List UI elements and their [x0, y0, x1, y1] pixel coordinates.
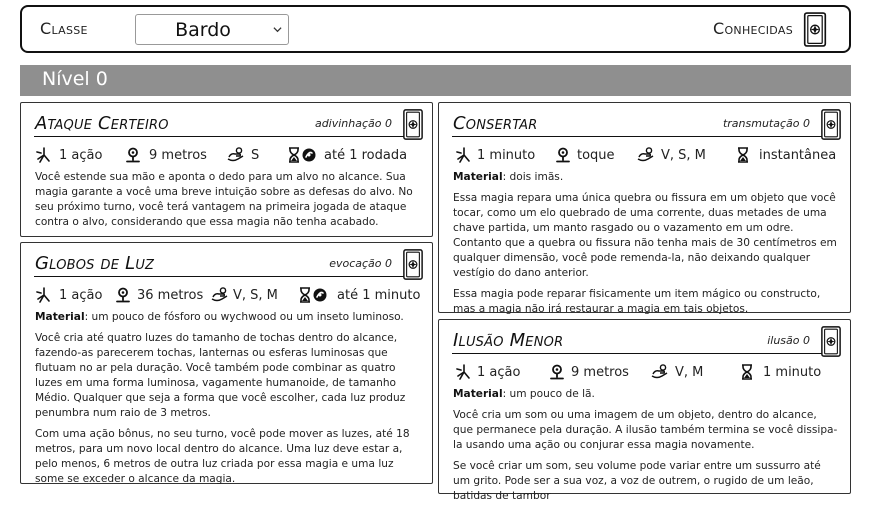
- casting-time-icon: [35, 287, 51, 303]
- hourglass-icon: [288, 147, 300, 163]
- spell-name: Consertar: [453, 113, 538, 134]
- hourglass-icon: [299, 287, 311, 303]
- description-paragraph: Com uma ação bônus, no seu turno, você pode mover as luzes, até 18 metros, para um novo local dentro do alcance. Uma luz deve estar a, pelo menos, 6 metros de outra luz criada por essa magia e uma luz some se exceder o alcance da magia.: [35, 428, 410, 485]
- title-divider: [34, 276, 419, 277]
- casting-time-icon: [455, 147, 471, 163]
- level-header: [20, 65, 851, 96]
- description-paragraph: Se você criar um som, seu volume pode variar entre um sussurro até um grito. Pode ser a sua voz, a voz de outrem, o rugido de um leão, batidas de tambor: [453, 460, 821, 502]
- spell-card: [438, 102, 851, 313]
- spell-description: [453, 387, 838, 510]
- spell-name: Ilusão Menor: [453, 330, 564, 351]
- spell-stats: 1 ação 36 metros V, S, M até 1 minuto: [35, 286, 422, 306]
- add-spell-book-icon[interactable]: [402, 109, 424, 140]
- spell-name: Ataque Certeiro: [35, 113, 169, 134]
- range-icon: [549, 364, 565, 380]
- material-text: : um pouco de lã.: [502, 388, 595, 400]
- title-divider: [452, 353, 837, 354]
- description-paragraph: Você cria um som ou uma imagem de um objeto, dentro do alcance, que permanece pela duração. A ilusão também termina se você dissipa-la usando uma ação ou conjurar essa magia novamente.: [453, 409, 838, 451]
- range-icon: [125, 147, 141, 163]
- material-text: : dois imãs.: [502, 171, 564, 183]
- spell-school: evocação 0: [329, 257, 392, 270]
- components-icon: [651, 364, 669, 380]
- spell-stats: 1 minuto toque V, S, M instantânea: [453, 146, 840, 166]
- title-divider: [452, 136, 837, 137]
- material-label: Material: [453, 388, 503, 400]
- material-line: [453, 387, 838, 402]
- spell-card: [20, 102, 433, 237]
- spell-school: transmutação 0: [722, 117, 810, 130]
- hourglass-icon: [737, 147, 749, 163]
- spell-description: [453, 170, 838, 323]
- hourglass-icon: [741, 364, 753, 380]
- material-line: [35, 310, 420, 325]
- class-select[interactable]: [135, 14, 289, 45]
- casting-time-icon: [35, 147, 51, 163]
- title-divider: [34, 136, 419, 137]
- description-paragraph: Você estende sua mão e aponta o dedo para um alvo no alcance. Sua magia garante a você uma breve intuição sobre as defesas do alvo. No seu próximo turno, você terá vantagem na primeira jogada de ataque contra o alvo, considerando que essa magia não tenha acabado.: [35, 171, 413, 228]
- concentration-icon: [312, 287, 328, 303]
- spell-stats: 1 ação 9 metros V, M 1 minuto: [453, 363, 840, 383]
- range-icon: [555, 147, 571, 163]
- add-spell-book-icon[interactable]: [402, 249, 424, 280]
- description-paragraph: Essa magia pode reparar fisicamente um item mágico ou constructo, mas a magia não irá restaurar a magia em tais objetos.: [453, 288, 821, 315]
- spell-card: [20, 242, 433, 484]
- material-text: : um pouco de fósforo ou wychwood ou um inseto luminoso.: [84, 311, 404, 323]
- casting-time-icon: [455, 364, 471, 380]
- description-paragraph: Você cria até quatro luzes do tamanho de tochas dentro do alcance, fazendo-as parecerem tochas, lanternas ou esferas luminosas que flutuam no ar pela duração. Você também pode combinar as quatro luzes em uma forma luminosa, vagamente humanoide, de tamanho Médio. Qualquer que seja a forma que você escolher, cada luz produz penumbra num raio de 3 metros.: [35, 332, 406, 419]
- spell-name: Globos de Luz: [35, 253, 155, 274]
- class-select-value: Bardo: [175, 19, 231, 41]
- spell-school: adivinhação 0: [314, 117, 392, 130]
- class-label: Classe: [40, 19, 88, 38]
- class-filter-bar: [20, 5, 851, 53]
- components-icon: [211, 287, 229, 303]
- components-icon: [227, 147, 245, 163]
- material-line: [453, 170, 838, 185]
- known-spells-label: Conhecidas: [713, 19, 793, 38]
- chevron-down-icon: [273, 25, 282, 34]
- spell-stats: 1 ação 9 metros S até 1 rodada: [35, 146, 422, 166]
- components-icon: [637, 147, 655, 163]
- range-icon: [115, 287, 131, 303]
- spell-description: [35, 310, 420, 493]
- spell-school: ilusão 0: [767, 334, 810, 347]
- material-label: Material: [35, 311, 85, 323]
- add-spell-book-icon[interactable]: [820, 326, 842, 357]
- concentration-icon: [301, 147, 317, 163]
- spell-card: [438, 319, 851, 502]
- level-title: Nível 0: [42, 68, 108, 90]
- add-spell-book-icon[interactable]: [820, 109, 842, 140]
- material-label: Material: [453, 171, 503, 183]
- description-paragraph: Essa magia repara uma única quebra ou fissura em um objeto que você tocar, como um elo quebrado de uma corrente, duas metades de uma chave partida, um manto rasgado ou o vazamento em um odre. Contanto que a quebra ou fissura não tenha mais de 30 centímetros em qualquer dimensão, você pode remenda-la, não deixando qualquer vestígio do dano anterior.: [453, 192, 837, 279]
- spellbook-icon[interactable]: [803, 12, 827, 47]
- spell-description: [35, 170, 420, 236]
